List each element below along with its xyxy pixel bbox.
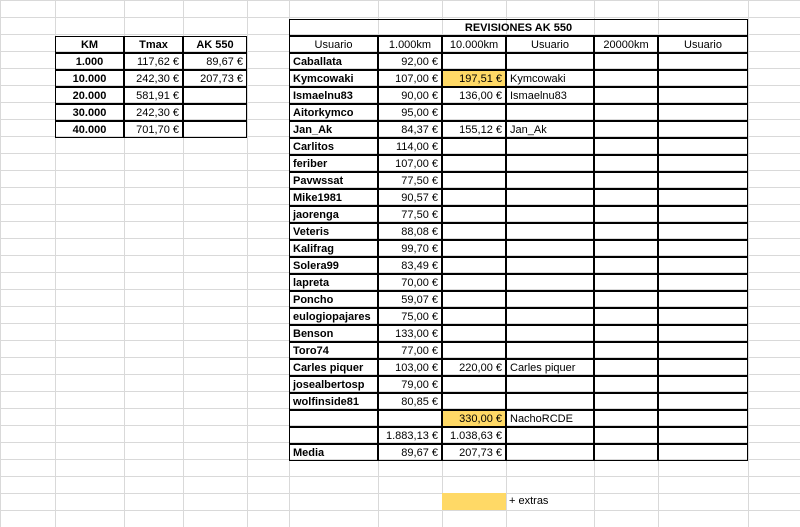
right-table-cell[interactable] xyxy=(658,189,748,206)
right-table-cell[interactable] xyxy=(658,410,748,427)
right-table-cell[interactable] xyxy=(506,53,594,70)
right-table-cell[interactable] xyxy=(506,257,594,274)
right-table-cell[interactable] xyxy=(506,240,594,257)
right-table-cell[interactable]: Veteris xyxy=(289,223,378,240)
right-table-cell[interactable]: Kymcowaki xyxy=(506,70,594,87)
right-table-cell[interactable] xyxy=(594,172,658,189)
left-table-cell[interactable]: 20.000 xyxy=(55,87,124,104)
right-table-cell[interactable] xyxy=(658,104,748,121)
right-table-cell[interactable] xyxy=(658,393,748,410)
right-table-cell[interactable]: 92,00 € xyxy=(378,53,442,70)
right-table-cell[interactable] xyxy=(442,342,506,359)
right-table-cell[interactable] xyxy=(506,189,594,206)
right-table-cell[interactable] xyxy=(442,376,506,393)
right-table-cell[interactable] xyxy=(506,325,594,342)
right-table-cell[interactable]: 88,08 € xyxy=(378,223,442,240)
right-table-cell[interactable] xyxy=(594,444,658,461)
right-table-cell[interactable] xyxy=(506,291,594,308)
legend-text: + extras xyxy=(509,495,549,507)
right-table-cell[interactable] xyxy=(658,70,748,87)
right-table-cell[interactable] xyxy=(506,308,594,325)
right-table-cell[interactable]: 136,00 € xyxy=(442,87,506,104)
right-table-cell[interactable]: josealbertosp xyxy=(289,376,378,393)
right-table-cell[interactable] xyxy=(594,87,658,104)
right-table-cell[interactable] xyxy=(506,138,594,155)
right-table-cell[interactable]: Mike1981 xyxy=(289,189,378,206)
right-table-cell[interactable]: 90,00 € xyxy=(378,87,442,104)
right-table-cell[interactable] xyxy=(506,376,594,393)
right-table-cell[interactable]: NachoRCDE xyxy=(506,410,594,427)
right-table-cell[interactable] xyxy=(658,376,748,393)
right-table-cell[interactable]: 1.038,63 € xyxy=(442,427,506,444)
right-table-cell[interactable] xyxy=(658,274,748,291)
right-table-header[interactable]: 20000km xyxy=(594,36,658,53)
right-table-cell[interactable] xyxy=(506,393,594,410)
right-table-cell[interactable]: 80,85 € xyxy=(378,393,442,410)
right-table-cell[interactable] xyxy=(442,308,506,325)
right-table-cell[interactable] xyxy=(442,325,506,342)
right-table-cell[interactable] xyxy=(594,121,658,138)
left-table-header[interactable]: Tmax xyxy=(124,36,183,53)
right-table-cell[interactable] xyxy=(658,325,748,342)
right-table-cell[interactable]: Carles piquer xyxy=(506,359,594,376)
right-table-cell[interactable] xyxy=(442,206,506,223)
left-table-cell[interactable] xyxy=(183,121,247,138)
right-table-cell[interactable] xyxy=(594,342,658,359)
right-table-cell[interactable] xyxy=(506,274,594,291)
right-table-cell[interactable]: 133,00 € xyxy=(378,325,442,342)
right-table-cell[interactable] xyxy=(658,444,748,461)
right-table-cell[interactable]: 155,12 € xyxy=(442,121,506,138)
right-table-cell[interactable] xyxy=(658,342,748,359)
right-table-cell[interactable] xyxy=(442,223,506,240)
right-table-cell[interactable]: 59,07 € xyxy=(378,291,442,308)
right-table-cell[interactable]: Benson xyxy=(289,325,378,342)
left-table-cell[interactable]: 701,70 € xyxy=(124,121,183,138)
right-table-cell[interactable] xyxy=(594,376,658,393)
right-table-header[interactable]: Usuario xyxy=(506,36,594,53)
right-table-cell[interactable]: Jan_Ak xyxy=(506,121,594,138)
left-table-cell[interactable]: 242,30 € xyxy=(124,70,183,87)
right-table-cell[interactable]: 84,37 € xyxy=(378,121,442,138)
right-table-cell[interactable] xyxy=(442,138,506,155)
left-table-cell[interactable] xyxy=(183,104,247,121)
right-table-header[interactable]: 10.000km xyxy=(442,36,506,53)
right-table-cell[interactable] xyxy=(658,87,748,104)
right-table-cell[interactable]: lapreta xyxy=(289,274,378,291)
right-table-cell[interactable] xyxy=(594,291,658,308)
right-table-cell[interactable]: 90,57 € xyxy=(378,189,442,206)
right-table-cell[interactable] xyxy=(442,155,506,172)
right-table-cell[interactable] xyxy=(658,138,748,155)
right-table-cell[interactable]: Ismaelnu83 xyxy=(289,87,378,104)
left-table-cell[interactable]: 10.000 xyxy=(55,70,124,87)
right-table-cell[interactable]: 95,00 € xyxy=(378,104,442,121)
left-table-cell[interactable]: 40.000 xyxy=(55,121,124,138)
left-table-cell[interactable]: 581,91 € xyxy=(124,87,183,104)
right-table-cell[interactable] xyxy=(442,104,506,121)
right-table-cell[interactable] xyxy=(658,291,748,308)
left-table-cell[interactable] xyxy=(183,87,247,104)
right-table-cell[interactable] xyxy=(378,410,442,427)
right-table-cell[interactable] xyxy=(506,206,594,223)
right-table-cell[interactable] xyxy=(658,206,748,223)
right-table-cell[interactable] xyxy=(658,53,748,70)
right-table-cell[interactable] xyxy=(658,257,748,274)
right-table-cell[interactable]: Kymcowaki xyxy=(289,70,378,87)
right-table-cell[interactable] xyxy=(506,155,594,172)
right-table-cell[interactable] xyxy=(442,257,506,274)
left-table-cell[interactable]: 30.000 xyxy=(55,104,124,121)
right-table-cell[interactable]: 77,50 € xyxy=(378,172,442,189)
right-table-cell[interactable] xyxy=(594,189,658,206)
right-table-cell[interactable]: 103,00 € xyxy=(378,359,442,376)
right-table-cell[interactable]: Jan_Ak xyxy=(289,121,378,138)
right-table-cell[interactable]: 79,00 € xyxy=(378,376,442,393)
right-table-cell[interactable]: 114,00 € xyxy=(378,138,442,155)
right-table-cell[interactable] xyxy=(658,308,748,325)
right-table-cell[interactable]: 83,49 € xyxy=(378,257,442,274)
right-table-cell[interactable] xyxy=(506,342,594,359)
left-table-header[interactable]: KM xyxy=(55,36,124,53)
right-table-cell[interactable] xyxy=(442,274,506,291)
right-table-cell[interactable] xyxy=(594,104,658,121)
right-table-cell[interactable] xyxy=(594,325,658,342)
right-table-cell[interactable] xyxy=(442,393,506,410)
right-table-cell[interactable] xyxy=(594,138,658,155)
right-table-cell[interactable] xyxy=(658,240,748,257)
right-table-cell[interactable] xyxy=(594,257,658,274)
right-table-cell[interactable] xyxy=(594,70,658,87)
right-table-cell[interactable]: wolfinside81 xyxy=(289,393,378,410)
right-table-cell[interactable] xyxy=(594,427,658,444)
right-table-cell[interactable]: Caballata xyxy=(289,53,378,70)
right-table-cell[interactable]: 77,00 € xyxy=(378,342,442,359)
legend-swatch xyxy=(442,493,506,510)
right-table-cell[interactable] xyxy=(506,444,594,461)
right-table-header[interactable]: Usuario xyxy=(289,36,378,53)
left-table-cell[interactable]: 1.000 xyxy=(55,53,124,70)
right-table-cell[interactable]: 220,00 € xyxy=(442,359,506,376)
right-table-cell[interactable]: 107,00 € xyxy=(378,155,442,172)
right-table-cell[interactable]: 107,00 € xyxy=(378,70,442,87)
right-table-cell[interactable] xyxy=(658,359,748,376)
right-table-cell[interactable]: Media xyxy=(289,444,378,461)
right-table-cell[interactable]: 207,73 € xyxy=(442,444,506,461)
right-table-cell[interactable]: Kalifrag xyxy=(289,240,378,257)
right-table-cell[interactable] xyxy=(594,359,658,376)
right-table-cell[interactable]: 70,00 € xyxy=(378,274,442,291)
right-table-cell[interactable] xyxy=(594,274,658,291)
right-table-cell[interactable]: 1.883,13 € xyxy=(378,427,442,444)
right-table-cell[interactable] xyxy=(442,240,506,257)
right-table-cell[interactable]: jaorenga xyxy=(289,206,378,223)
right-table-cell[interactable] xyxy=(506,104,594,121)
right-table-cell[interactable]: feriber xyxy=(289,155,378,172)
right-table-cell[interactable] xyxy=(658,155,748,172)
right-table-cell[interactable] xyxy=(594,308,658,325)
right-table-cell[interactable]: Toro74 xyxy=(289,342,378,359)
right-table-cell[interactable]: Solera99 xyxy=(289,257,378,274)
right-table-cell[interactable] xyxy=(289,427,378,444)
right-table-cell[interactable]: Aitorkymco xyxy=(289,104,378,121)
right-table-cell[interactable] xyxy=(594,155,658,172)
right-table-cell[interactable] xyxy=(594,53,658,70)
right-table-cell[interactable]: Pavwssat xyxy=(289,172,378,189)
right-table-header[interactable]: Usuario xyxy=(658,36,748,53)
right-table-cell[interactable]: Ismaelnu83 xyxy=(506,87,594,104)
right-table-cell[interactable] xyxy=(442,172,506,189)
right-table-cell[interactable] xyxy=(658,121,748,138)
right-table-cell[interactable]: eulogiopajares xyxy=(289,308,378,325)
right-table-cell[interactable] xyxy=(442,53,506,70)
right-table-cell[interactable] xyxy=(506,427,594,444)
right-table-cell[interactable] xyxy=(594,393,658,410)
right-table-cell[interactable]: 89,67 € xyxy=(378,444,442,461)
right-table-cell[interactable] xyxy=(658,223,748,240)
right-table-cell[interactable] xyxy=(658,427,748,444)
right-table-cell[interactable]: 77,50 € xyxy=(378,206,442,223)
left-table-cell[interactable]: 242,30 € xyxy=(124,104,183,121)
right-table-cell[interactable]: 197,51 € xyxy=(442,70,506,87)
right-table-header[interactable]: 1.000km xyxy=(378,36,442,53)
right-table-cell[interactable]: 75,00 € xyxy=(378,308,442,325)
right-table-cell[interactable] xyxy=(594,410,658,427)
right-table-cell[interactable] xyxy=(594,206,658,223)
right-table-cell[interactable] xyxy=(658,172,748,189)
right-table-cell[interactable] xyxy=(289,410,378,427)
left-table-header[interactable]: AK 550 xyxy=(183,36,247,53)
right-table-cell[interactable]: Carles piquer xyxy=(289,359,378,376)
right-table-cell[interactable] xyxy=(506,223,594,240)
right-table-cell[interactable]: Carlitos xyxy=(289,138,378,155)
right-table-cell[interactable]: 330,00 € xyxy=(442,410,506,427)
left-table-cell[interactable]: 117,62 € xyxy=(124,53,183,70)
right-table-cell[interactable]: 99,70 € xyxy=(378,240,442,257)
right-table-title[interactable]: REVISIONES AK 550 xyxy=(289,19,748,36)
right-table-cell[interactable]: Poncho xyxy=(289,291,378,308)
left-table-cell[interactable]: 89,67 € xyxy=(183,53,247,70)
right-table-cell[interactable] xyxy=(442,189,506,206)
right-table-cell[interactable] xyxy=(594,223,658,240)
left-table-cell[interactable]: 207,73 € xyxy=(183,70,247,87)
right-table-cell[interactable] xyxy=(594,240,658,257)
right-table-cell[interactable] xyxy=(442,291,506,308)
right-table-cell[interactable] xyxy=(506,172,594,189)
